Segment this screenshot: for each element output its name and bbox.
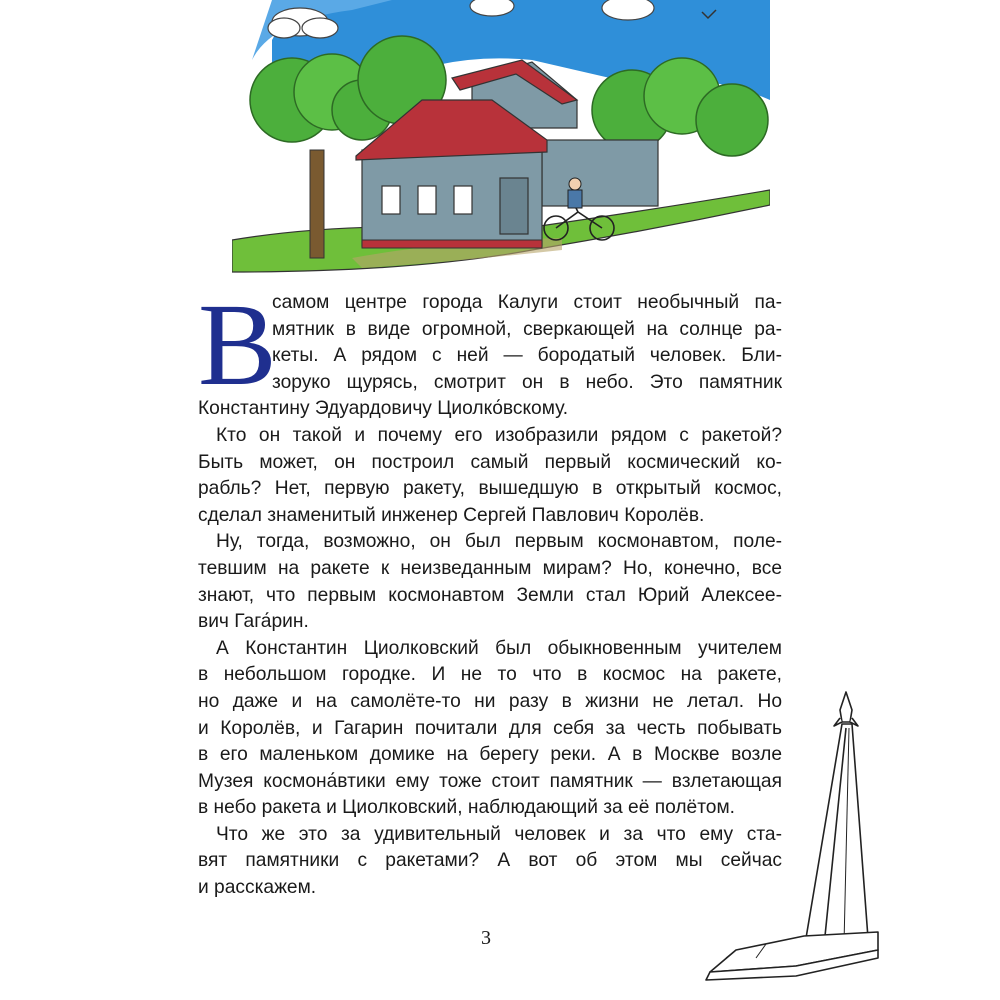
- text-line: Музея космона́втики ему тоже стоит памятник — взлетающая: [198, 770, 782, 792]
- article-text: [198, 279, 782, 902]
- paragraph-4: [198, 636, 782, 822]
- text-line: зоруко щурясь, смотрит он в небо. Это памятник: [272, 371, 782, 393]
- rocket: [840, 692, 852, 722]
- text-line: в его маленьком домике на берегу реки. А в Москве возле: [198, 744, 782, 766]
- text-line: сделал знаменитый инженер Сергей Павлович Королёв.: [198, 504, 705, 526]
- paragraph-3: [198, 529, 782, 635]
- text-line: в небо ракета и Циолковский, наблюдающий за её полётом.: [198, 797, 735, 819]
- text-line: вич Гага́рин.: [198, 611, 309, 633]
- drop-cap: В: [198, 279, 277, 410]
- text-line: кеты. А рядом с ней — бородатый человек. Бли-: [272, 345, 782, 367]
- obelisk: [804, 724, 868, 950]
- text-line: в небольшом городке. И не то что в космос на ракете,: [198, 664, 782, 686]
- fence: [542, 140, 658, 206]
- text-line: мятник в виде огромной, сверкающей на солнце ра-: [272, 318, 782, 340]
- text-line: рабль? Нет, первую ракету, вышедшую в открытый космос,: [198, 478, 782, 500]
- text-line: Кто он такой и почему его изобразили рядом с ракетой?: [216, 424, 782, 446]
- rocket-monument-illustration: [696, 688, 882, 984]
- text-line: и расскажем.: [198, 877, 317, 899]
- text-line: тевшим на ракете к неизведанным мирам? Но, конечно, все: [198, 557, 782, 579]
- text-line: но даже и на самолёте-то ни разу в жизни не летал. Но: [198, 690, 782, 712]
- text-line: вят памятники с ракетами? А вот об этом мы сейчас: [198, 850, 782, 872]
- cloud: [470, 0, 514, 16]
- house-with-cyclist-illustration: [232, 0, 770, 278]
- text-line: А Константин Циолковский был обыкновенным учителем: [216, 637, 782, 659]
- text-line: Быть может, он построил самый первый космический ко-: [198, 451, 782, 473]
- text-line: Что же это за удивительный человек и за что ему ста-: [216, 823, 782, 845]
- text-line: Ну, тогда, возможно, он был первым космонавтом, поле-: [216, 531, 782, 553]
- text-line: Константину Эдуардовичу Циолко́вскому.: [198, 398, 569, 420]
- paragraph-2: [198, 423, 782, 529]
- text-line: и Королёв, и Гагарин почитали для себя за честь побывать: [198, 717, 782, 739]
- text-line: знают, что первым космонавтом Земли стал Юрий Алексее-: [198, 584, 782, 606]
- cloud: [602, 0, 654, 20]
- page-number: 3: [481, 927, 491, 949]
- text-line: самом центре города Калуги стоит необычный па-: [272, 292, 782, 313]
- paragraph-5: [198, 822, 782, 902]
- paragraph-1-end: [198, 396, 782, 423]
